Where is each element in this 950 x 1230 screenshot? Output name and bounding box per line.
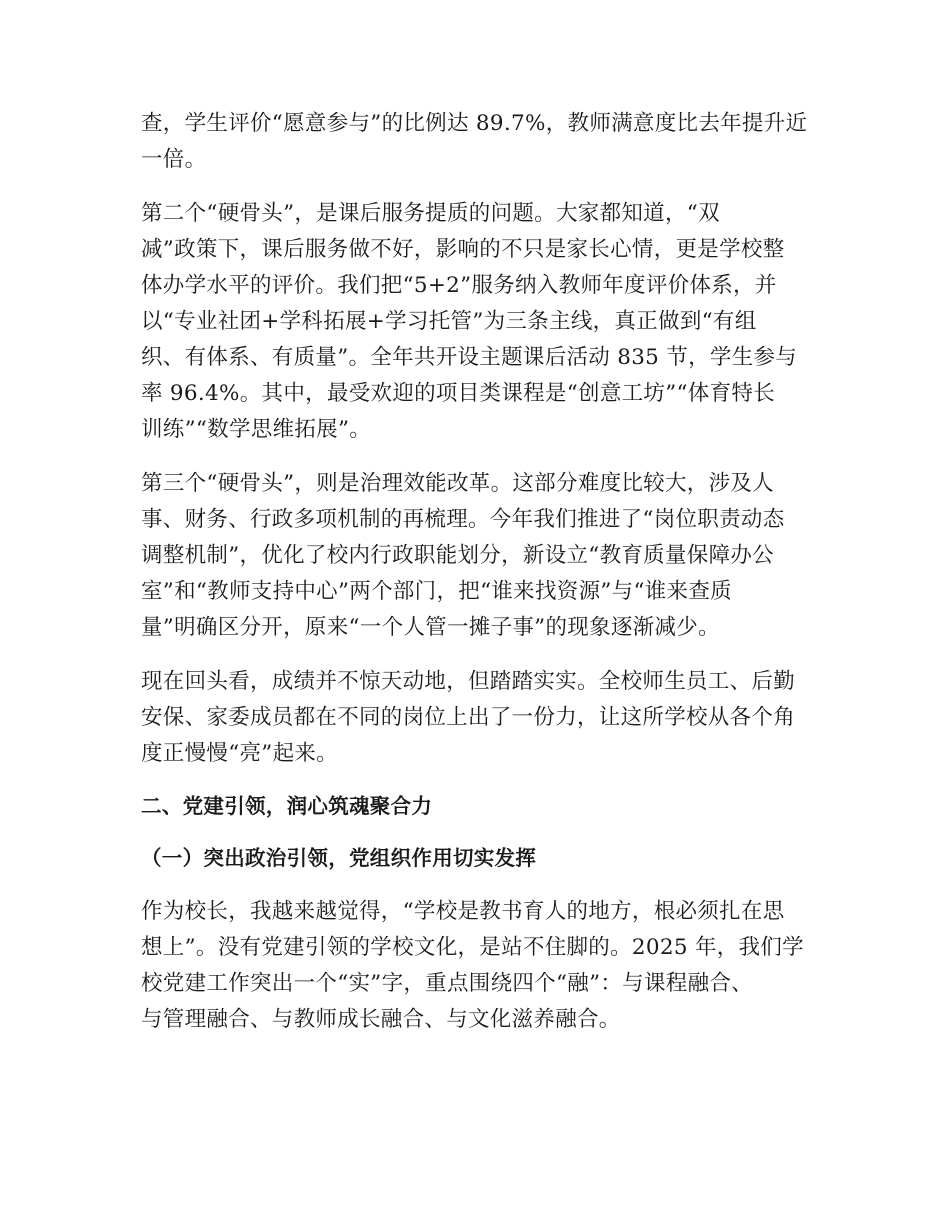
paragraph-reflection [141,664,809,772]
text-line: 事、财务、行政多项机制的再梳理。今年我们推进了“岗位职责动态 [141,507,785,532]
paragraph-after-school-service [141,196,809,448]
text-line: 想上”。没有党建引领的学校文化，是站不住脚的。2025 年，我们学 [141,935,804,960]
document-page [141,106,809,1056]
text-line: 与管理融合、与教师成长融合、与文化滋养融合。 [141,1007,621,1032]
text-line: 量”明确区分开，原来“一个人管一摊子事”的现象逐渐减少。 [141,615,720,640]
text-line: 作为校长，我越来越觉得，“学校是教书育人的地方，根必须扎在思 [141,899,785,924]
text-line: 以“专业社团+学科拓展+学习托管”为三条主线，真正做到“有组 [141,309,757,334]
text-line: 校党建工作突出一个“实”字，重点围绕四个“融”：与课程融合、 [141,971,753,996]
text-line: 第二个“硬骨头”，是课后服务提质的问题。大家都知道，“双 [141,201,720,226]
section-heading: 二、党建引领，润心筑魂聚合力 [141,794,433,818]
text-line: 训练”“数学思维拓展”。 [141,417,372,442]
text-line: 体办学水平的评价。我们把“5+2”服务纳入教师年度评价体系，并 [141,273,777,298]
paragraph-satisfaction [141,106,809,178]
text-line: 室”和“教师支持中心”两个部门，把“谁来找资源”与“谁来查质 [141,579,732,604]
text-line: 现在回头看，成绩并不惊天动地，但踏踏实实。全校师生员工、后勤 [141,669,796,694]
text-line: 度正慢慢“亮”起来。 [141,741,338,766]
subsection-heading: （一）突出政治引领，党组织作用切实发挥 [141,846,537,870]
text-line: 率 96.4%。其中，最受欢迎的项目类课程是“创意工坊”“体育特长 [141,381,776,406]
text-line: 安保、家委成员都在不同的岗位上出了一份力，让这所学校从各个角 [141,705,796,730]
text-line: 一倍。 [141,147,207,172]
paragraph-governance-reform [141,466,809,646]
text-line: 减”政策下，课后服务做不好，影响的不只是家长心情，更是学校整 [141,237,785,262]
text-line: 查，学生评价“愿意参与”的比例达 89.7%，教师满意度比去年提升近 [141,111,808,136]
text-line: 调整机制”，优化了校内行政职能划分，新设立“教育质量保障办公 [141,543,774,568]
paragraph-party-building [141,894,809,1038]
text-line: 织、有体系、有质量”。全年共开设主题课后活动 835 节，学生参与 [141,345,798,370]
text-line: 第三个“硬骨头”，则是治理效能改革。这部分难度比较大，涉及人 [141,471,774,496]
